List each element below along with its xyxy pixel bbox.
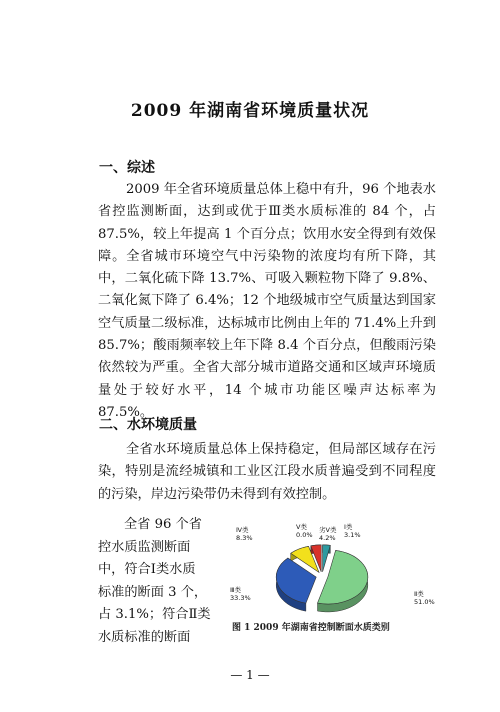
document-title: 2009 年湖南省环境质量状况 [130,101,370,121]
side-line: 水质标准的断面 [98,629,191,645]
pie-label: Ⅳ类 [236,526,249,534]
pie-label: Ⅰ类 [344,523,353,531]
side-line: 全省 96 个省 [124,517,202,532]
overview-paragraph [98,179,436,424]
side-line: 占 3.1%；符合Ⅱ类 [98,607,211,622]
section-heading-water: 二、水环境质量 [99,417,197,433]
pie-label: 劣Ⅴ类 [319,526,337,534]
pie-value-label: 4.2% [319,534,336,542]
water-text: 全省水环境质量总体上保持稳定，但局部区域存在污染，特别是流经城镇和工业区江段水质普遍受到不同程度的污染，岸边污染带仍未得到有效控制。 [98,442,436,502]
figure-caption: 图 1 2009 年湖南省控制断面水质类别 [232,623,390,633]
pie-slice [323,545,331,572]
page-number: — 1 — [230,668,270,682]
overview-text: 2009 年全省环境质量总体上稳中有升，96 个地表水省控监测断面，达到或优于Ⅲ类水质标准的 84 个，占 87.5%，较上年提高 1 个百分点；饮用水安全得到有效保障。全省城市环境空气中污染物的浓度均有所下降，其中，二氧化硫下降 13.7%、可吸入颗粒物下降了 9.8%、二氧化氮下降了 6.4%；12 个地级城市空气质量达到国家空气质量二级标准，达标城市比例由上年的 71.4%上升到 85.7%；酸雨频率较上年下降 8.4 个百分点，但酸雨污染依然较为严重。全省大部分城市道路交通和区域声环境质量处于较好水平，14 个城市功能区噪声达标率为 87.5%。 [98,182,436,420]
pie-value-label: 51.0% [414,598,435,606]
pie-value-label: 33.3% [230,594,251,602]
pie-value-label: 8.3% [236,534,253,542]
side-line: 控水质监测断面 [98,539,191,555]
pie-label: Ⅱ类 [414,590,424,598]
pie-label: Ⅲ类 [230,586,241,594]
water-quality-pie-chart [214,520,440,636]
pie-value-label: 3.1% [344,531,361,539]
side-line: 标准的断面 3 个， [98,584,208,600]
water-paragraph [98,439,436,506]
section-heading-overview: 一、综述 [99,160,155,176]
side-line: 中，符合Ⅰ类水质 [98,562,196,577]
pie-label: Ⅴ类 [296,523,307,531]
pie-value-label: 0.0% [296,531,313,539]
water-side-text [98,514,211,649]
